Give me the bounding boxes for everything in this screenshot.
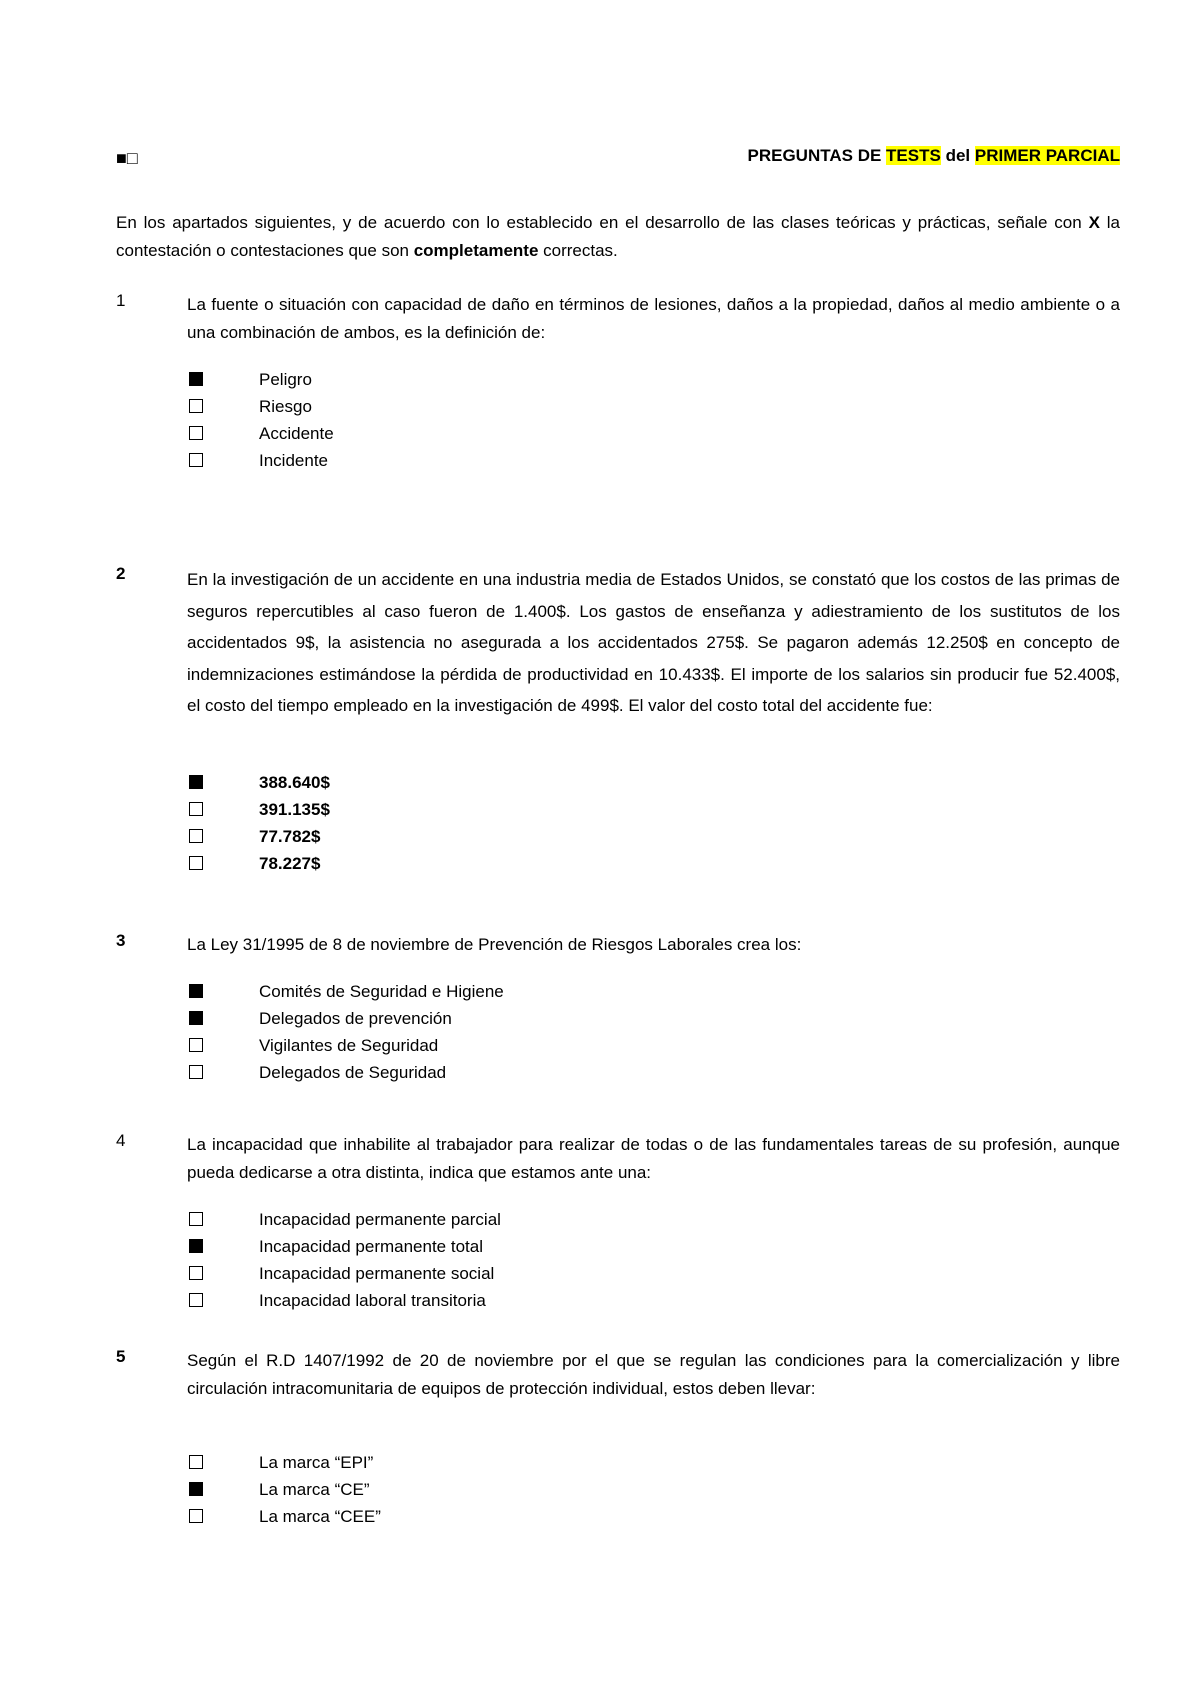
option-item[interactable] (187, 1449, 887, 1476)
question-number: 4 (116, 1131, 126, 1150)
empty-square-icon: □ (126, 148, 138, 168)
question-text: La Ley 31/1995 de 8 de noviembre de Prevención de Riesgos Laborales crea los: (187, 935, 802, 954)
option-label: La marca “EPI” (259, 1453, 374, 1472)
page-title (748, 146, 1121, 166)
question-number: 5 (116, 1347, 126, 1366)
checkbox-icon[interactable] (189, 372, 203, 386)
option-list (187, 769, 887, 877)
question-text: La fuente o situación con capacidad de daño en términos de lesiones, daños a la propiedad, daños al medio ambiente o a una combinación de ambos, es la definición de: (187, 295, 1120, 342)
option-item[interactable] (187, 420, 887, 447)
checkbox-icon[interactable] (189, 1293, 203, 1307)
checkbox-icon[interactable] (189, 1011, 203, 1025)
checkbox-icon[interactable] (189, 426, 203, 440)
option-label: Peligro (259, 370, 312, 389)
option-item[interactable] (187, 1059, 887, 1086)
title-parcial-highlight: PRIMER PARCIAL (974, 146, 1120, 165)
question-text: La incapacidad que inhabilite al trabajador para realizar de todas o de las fundamentales tareas de su profesión, aunque pueda dedicarse a otra distinta, indica que estamos ante una: (187, 1135, 1120, 1182)
checkbox-icon[interactable] (189, 1455, 203, 1469)
checkbox-icon[interactable] (189, 1239, 203, 1253)
option-label: Incapacidad permanente total (259, 1237, 483, 1256)
option-item[interactable] (187, 978, 887, 1005)
option-list (187, 1206, 887, 1314)
checkbox-icon[interactable] (189, 1266, 203, 1280)
option-item[interactable] (187, 1287, 887, 1314)
option-item[interactable] (187, 1476, 887, 1503)
option-label: 391.135$ (259, 800, 330, 819)
title-tests-highlight: TESTS (886, 146, 941, 165)
option-item[interactable] (187, 447, 887, 474)
option-item[interactable] (187, 796, 887, 823)
option-item[interactable] (187, 823, 887, 850)
option-item[interactable] (187, 366, 887, 393)
option-list (187, 1449, 887, 1530)
checkbox-icon[interactable] (189, 453, 203, 467)
checkbox-icon[interactable] (189, 856, 203, 870)
intro-completely: completamente (413, 241, 539, 260)
question-number: 3 (116, 931, 126, 950)
question-number: 2 (116, 564, 126, 583)
checkbox-icon[interactable] (189, 775, 203, 789)
option-label: Comités de Seguridad e Higiene (259, 982, 504, 1001)
option-label: Accidente (259, 424, 334, 443)
checkbox-icon[interactable] (189, 1509, 203, 1523)
checkbox-icon[interactable] (189, 984, 203, 998)
option-item[interactable] (187, 1233, 887, 1260)
option-list (187, 978, 887, 1086)
option-item[interactable] (187, 1032, 887, 1059)
option-label: Incapacidad permanente social (259, 1264, 495, 1283)
title-part2: del (940, 146, 975, 165)
option-item[interactable] (187, 1260, 887, 1287)
filled-square-icon: ■ (116, 148, 127, 168)
question-number: 1 (116, 291, 126, 310)
checkbox-icon[interactable] (189, 1482, 203, 1496)
option-item[interactable] (187, 1206, 887, 1233)
option-label: Incapacidad permanente parcial (259, 1210, 501, 1229)
option-label: Riesgo (259, 397, 312, 416)
option-label: Delegados de Seguridad (259, 1063, 447, 1082)
question-text: En la investigación de un accidente en una industria media de Estados Unidos, se constató que los costos de las primas de seguros repercutibles al caso fueron de 1.400$. Los gastos de enseñanza y adiestramiento de los sustitutos de los accidentados 9$, la asistencia no asegurada a los accidentados 275$. Se pagaron además 12.250$ en concepto de indemnizaciones estimándose la pérdida de productividad en 10.433$. El importe de los salarios sin producir fue 52.400$, el costo del tiempo empleado en la investigación de 499$. El valor del costo total del accidente fue: (187, 570, 1120, 715)
option-label: 77.782$ (259, 827, 321, 846)
option-label: 78.227$ (259, 854, 321, 873)
checkbox-icon[interactable] (189, 802, 203, 816)
option-item[interactable] (187, 850, 887, 877)
option-list (187, 366, 887, 474)
option-label: Delegados de prevención (259, 1009, 452, 1028)
checkbox-icon[interactable] (189, 399, 203, 413)
intro-x-mark: X (1088, 213, 1100, 232)
checkbox-icon[interactable] (189, 1038, 203, 1052)
option-label: 388.640$ (259, 773, 330, 792)
option-label: Incidente (259, 451, 328, 470)
instructions-paragraph (116, 209, 1120, 265)
option-item[interactable] (187, 1005, 887, 1032)
option-item[interactable] (187, 393, 887, 420)
intro-middle: la contestación o contestaciones que son (116, 213, 1120, 260)
header-marks (116, 148, 138, 169)
option-label: Incapacidad laboral transitoria (259, 1291, 486, 1310)
intro-after: correctas. (538, 241, 618, 260)
page-header (116, 146, 1120, 172)
title-part1: PREGUNTAS DE (747, 146, 887, 165)
question-text: Según el R.D 1407/1992 de 20 de noviembre por el que se regulan las condiciones para la comercialización y libre circulación intracomunitaria de equipos de protección individual, estos deben llevar: (187, 1351, 1120, 1398)
checkbox-icon[interactable] (189, 1212, 203, 1226)
intro-before: En los apartados siguientes, y de acuerdo con lo establecido en el desarrollo de las clases teóricas y prácticas, señale con (116, 213, 1089, 232)
option-label: Vigilantes de Seguridad (259, 1036, 439, 1055)
checkbox-icon[interactable] (189, 1065, 203, 1079)
option-item[interactable] (187, 769, 887, 796)
option-label: La marca “CE” (259, 1480, 370, 1499)
option-item[interactable] (187, 1503, 887, 1530)
option-label: La marca “CEE” (259, 1507, 381, 1526)
checkbox-icon[interactable] (189, 829, 203, 843)
